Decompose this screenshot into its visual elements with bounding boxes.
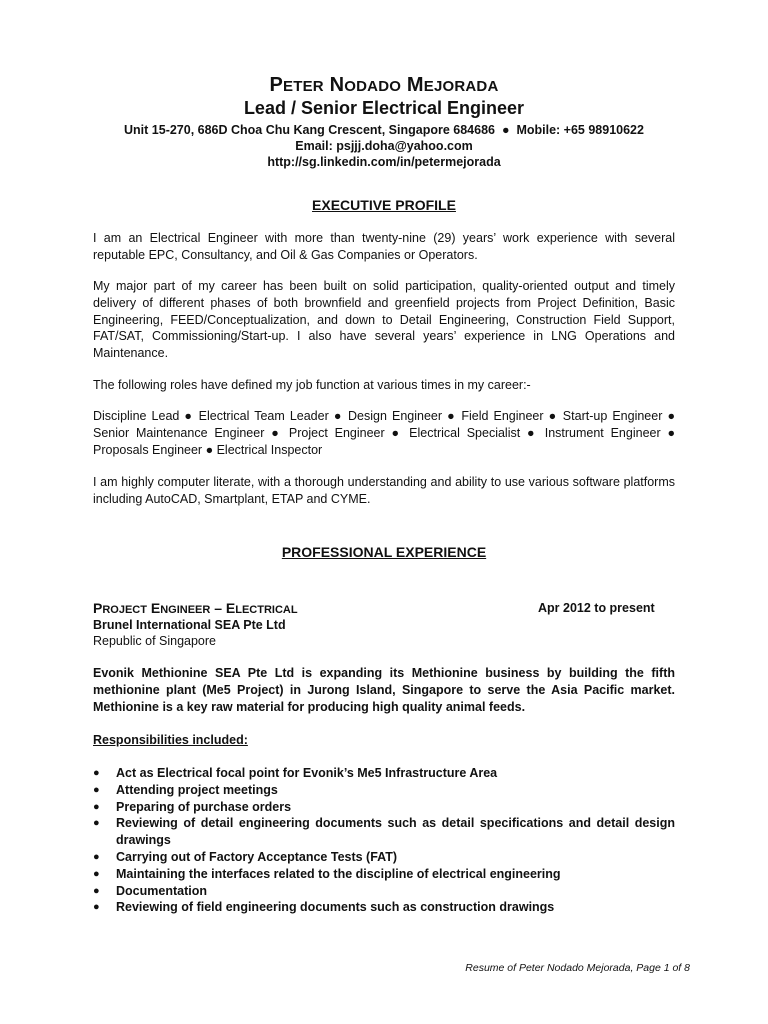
- page-footer: Resume of Peter Nodado Mejorada, Page 1 of 8: [465, 962, 690, 974]
- job-location: Republic of Singapore: [93, 634, 216, 648]
- professional-experience-heading: PROFESSIONAL EXPERIENCE: [281, 544, 487, 560]
- contact-address-line: [0, 122, 768, 138]
- responsibilities-list: [93, 765, 675, 916]
- profile-paragraph-2: My major part of my career has been built on solid participation, quality-oriented output and timely delivery of different phases of both brownfield and greenfield projects from Project Definition, Basic Engineering, FEED/Conceptualization, and down to Detail Engineering, Construction Field Support, FAT/SAT, Commissioning/Start-up. I also have several years’ experience in LNG Operations and Maintenance.: [93, 279, 675, 361]
- list-item: ● Reviewing of field engineering documents such as construction drawings: [93, 900, 555, 915]
- list-item: ● Maintaining the interfaces related to the discipline of electrical engineering: [93, 866, 561, 881]
- bullet-icon: ●: [93, 901, 100, 914]
- list-item: ● Preparing of purchase orders: [93, 799, 292, 814]
- job-title: PROJECT ENGINEER – ELECTRICAL: [93, 600, 298, 616]
- mobile: Mobile: +65 98910622: [516, 123, 644, 137]
- list-item: ● Carrying out of Factory Acceptance Tests (FAT): [93, 849, 398, 864]
- bullet-icon: ●: [93, 867, 100, 880]
- list-item: ● Attending project meetings: [93, 782, 278, 797]
- executive-profile-heading: EXECUTIVE PROFILE: [312, 197, 456, 213]
- separator-dot: ●: [501, 123, 510, 137]
- job-employer: Brunel International SEA Pte Ltd: [93, 618, 286, 632]
- contact-email: Email: psjjj.doha@yahoo.com: [295, 139, 473, 153]
- job-description: Evonik Methionine SEA Pte Ltd is expanding its Methionine business by building the fifth methionine plant (Me5 Project) in Jurong Island, Singapore to serve the Asia Pacific market. Methionine is a key raw material for producing high quality animal feeds.: [93, 666, 675, 714]
- bullet-icon: ●: [93, 783, 100, 796]
- address: Unit 15-270, 686D Choa Chu Kang Crescent, Singapore 684686: [124, 123, 495, 137]
- roles-list: Discipline Lead ● Electrical Team Leader ● Design Engineer ● Field Engineer ● Start-up Engineer ● Senior Maintenance Engineer ● Project Engineer ● Electrical Specialist ● Instrument Engineer ● Proposals Engineer ● Electrical Inspector: [93, 409, 675, 457]
- bullet-icon: ●: [93, 800, 100, 813]
- profile-paragraph-5: I am highly computer literate, with a thorough understanding and ability to use various software platforms including AutoCAD, Smartplant, ETAP and CYME.: [93, 475, 675, 506]
- job-date: Apr 2012 to present: [538, 601, 655, 615]
- contact-linkedin[interactable]: http://sg.linkedin.com/in/petermejorada: [267, 155, 501, 169]
- responsibilities-heading: Responsibilities included:: [93, 733, 248, 747]
- profile-paragraph-3: The following roles have defined my job function at various times in my career:-: [93, 378, 531, 392]
- profile-paragraph-1: I am an Electrical Engineer with more than twenty-nine (29) years’ work experience with several reputable EPC, Consultancy, and Oil & Gas Companies or Operators.: [93, 231, 675, 262]
- list-item: ● Documentation: [93, 883, 207, 898]
- bullet-icon: ●: [93, 817, 100, 830]
- bullet-icon: ●: [93, 850, 100, 863]
- candidate-title: Lead / Senior Electrical Engineer: [243, 98, 525, 118]
- bullet-icon: ●: [93, 884, 100, 897]
- list-item: ● Reviewing of detail engineering documents such as detail specifications and detail design drawings: [93, 816, 675, 848]
- bullet-icon: ●: [93, 767, 100, 779]
- list-item: ● Act as Electrical focal point for Evonik’s Me5 Infrastructure Area: [93, 766, 498, 780]
- candidate-name: PETER NODADO MEJORADA: [269, 74, 499, 96]
